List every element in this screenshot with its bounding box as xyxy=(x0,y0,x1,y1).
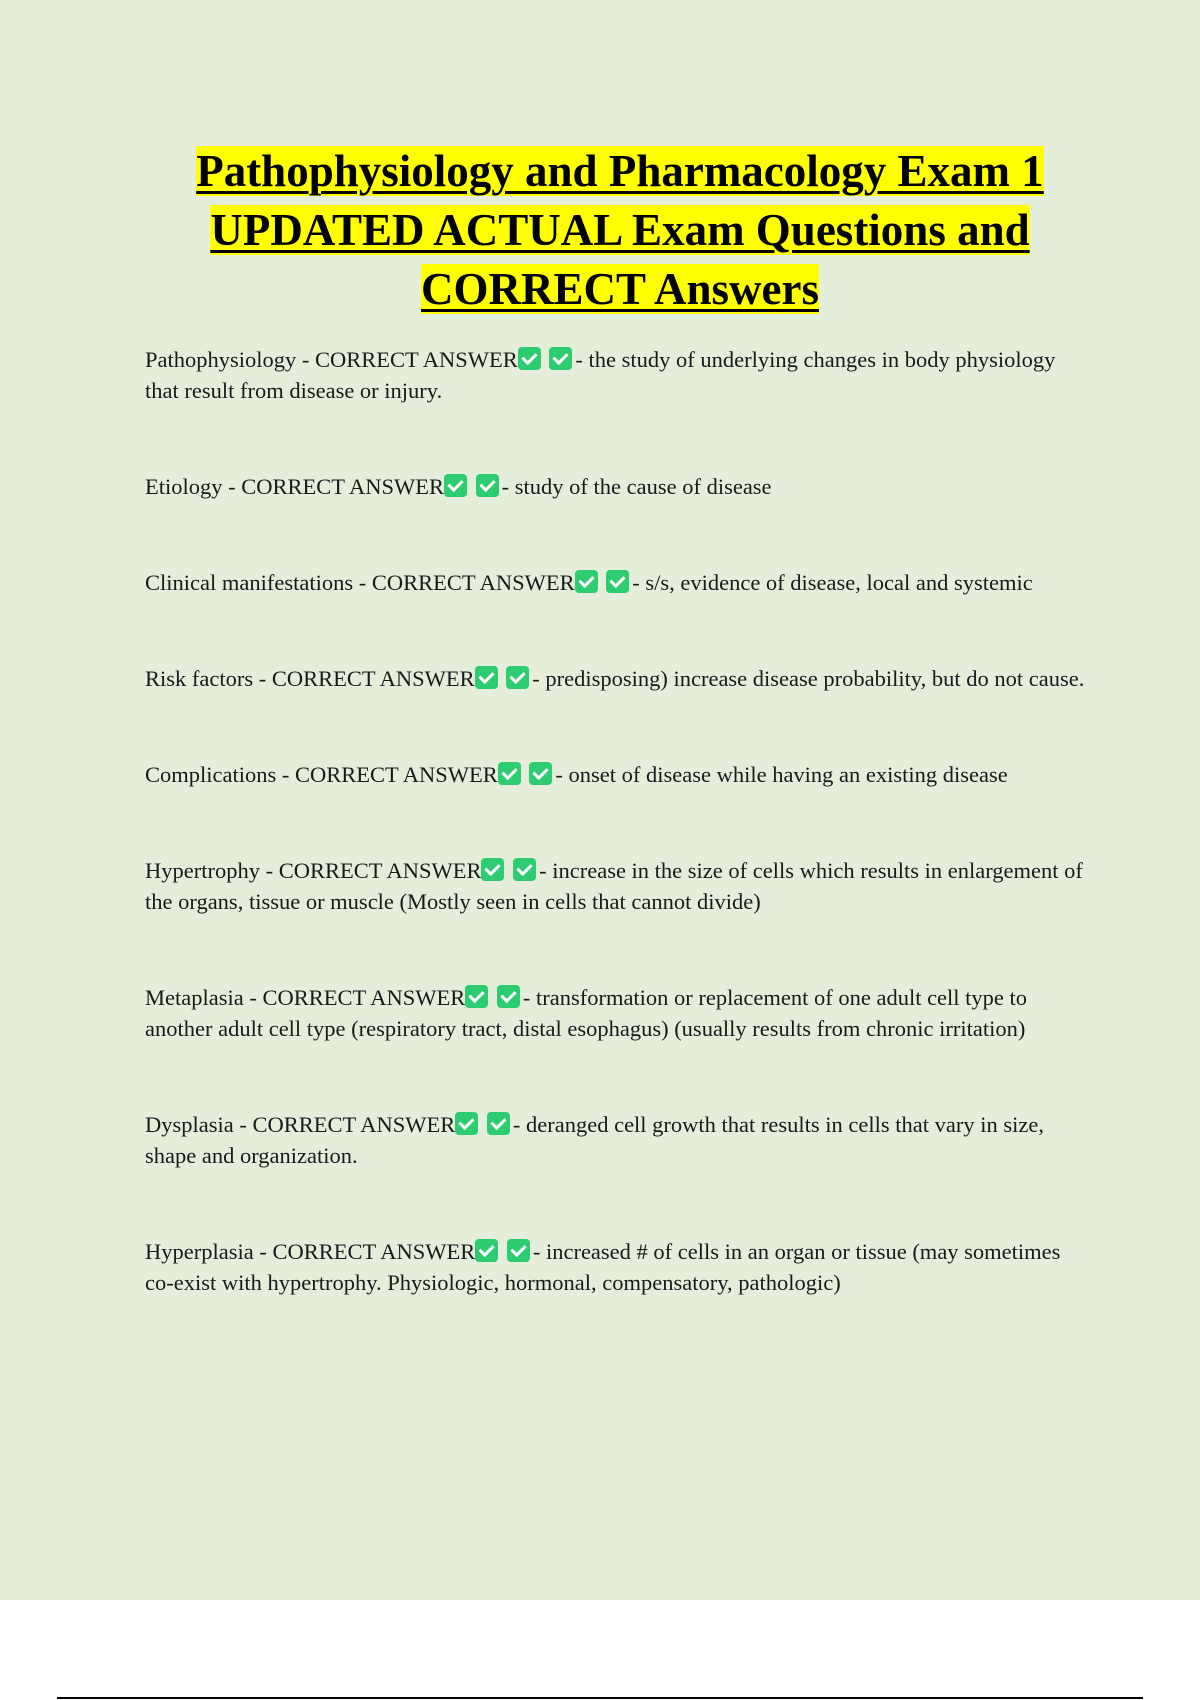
qa-entry: Hypertrophy - CORRECT ANSWER - increase in the size of cells which results in enlargement of the organs, tissue or muscle (Mostly seen in cells that cannot divide) xyxy=(145,858,1083,914)
entry-definition: study of the cause of disease xyxy=(514,474,772,499)
footer-divider xyxy=(57,1697,1143,1699)
entry-term: Pathophysiology xyxy=(145,347,297,372)
entry-term: Hyperplasia xyxy=(145,1239,254,1264)
qa-entry: Hyperplasia - CORRECT ANSWER - increased # of cells in an organ or tissue (may sometimes co-exist with hypertrophy. Physiologic, hormonal, compensatory, pathologic) xyxy=(145,1239,1061,1295)
check-mark-icon xyxy=(475,666,498,689)
check-mark-icon xyxy=(498,762,521,785)
entry-definition: the study of underlying changes in body physiology that result from disease or injury. xyxy=(145,347,1056,403)
check-mark-icon xyxy=(497,985,520,1008)
entry-marker: CORRECT ANSWER xyxy=(295,762,498,787)
entry-definition: increase in the size of cells which results in enlargement of the organs, tissue or muscle (Mostly seen in cells that cannot divide) xyxy=(145,858,1083,914)
qa-entry: Clinical manifestations - CORRECT ANSWER - s/s, evidence of disease, local and systemic xyxy=(145,570,1033,595)
qa-list xyxy=(145,344,1085,1298)
title-line: Pathophysiology and Pharmacology Exam 1 xyxy=(196,146,1044,196)
entry-marker: CORRECT ANSWER xyxy=(241,474,444,499)
entry-marker: CORRECT ANSWER xyxy=(278,858,482,883)
entry-definition: deranged cell growth that results in cells that vary in size, shape and organization. xyxy=(145,1112,1044,1168)
entry-definition: predisposing) increase disease probability, but do not cause. xyxy=(545,666,1085,691)
entry-marker: CORRECT ANSWER xyxy=(271,666,475,691)
check-mark-icon xyxy=(487,1112,510,1135)
check-mark-icon xyxy=(549,347,572,370)
check-mark-icon xyxy=(481,858,504,881)
document-title xyxy=(120,142,1120,319)
check-mark-icon xyxy=(518,347,541,370)
qa-entry: Etiology - CORRECT ANSWER - study of the cause of disease xyxy=(145,474,772,499)
entry-marker: CORRECT ANSWER xyxy=(262,985,466,1010)
entry-marker: CORRECT ANSWER xyxy=(315,347,518,372)
qa-entry: Dysplasia - CORRECT ANSWER - deranged cell growth that results in cells that vary in size, shape and organization. xyxy=(145,1112,1044,1168)
entry-term: Risk factors xyxy=(145,666,254,691)
check-mark-icon xyxy=(465,985,488,1008)
entry-term: Metaplasia xyxy=(145,985,244,1010)
entry-term: Hypertrophy xyxy=(145,858,260,883)
check-mark-icon xyxy=(507,1239,530,1262)
entry-term: Dysplasia xyxy=(145,1112,234,1137)
check-mark-icon xyxy=(506,666,529,689)
entry-marker: CORRECT ANSWER xyxy=(272,1239,476,1264)
check-mark-icon xyxy=(476,474,499,497)
check-mark-icon xyxy=(529,762,552,785)
entry-term: Complications xyxy=(145,762,277,787)
check-mark-icon xyxy=(444,474,467,497)
check-mark-icon xyxy=(455,1112,478,1135)
qa-entry: Risk factors - CORRECT ANSWER - predisposing) increase disease probability, but do not cause. xyxy=(145,666,1085,691)
entry-marker: CORRECT ANSWER xyxy=(252,1112,456,1137)
entry-definition: transformation or replacement of one adult cell type to another adult cell type (respiratory tract, distal esophagus) (usually results from chronic irritation) xyxy=(145,985,1028,1041)
entry-definition: increased # of cells in an organ or tissue (may sometimes co-exist with hypertrophy. Physiologic, hormonal, compensatory, pathologic) xyxy=(145,1239,1061,1295)
title-line: CORRECT Answers xyxy=(421,264,819,314)
qa-entry: Pathophysiology - CORRECT ANSWER - the study of underlying changes in body physiology that result from disease or injury. xyxy=(145,347,1056,403)
entry-term: Clinical manifestations xyxy=(145,570,354,595)
entry-definition: s/s, evidence of disease, local and systemic xyxy=(645,570,1033,595)
title-line: UPDATED ACTUAL Exam Questions and xyxy=(210,205,1030,255)
entry-definition: onset of disease while having an existing disease xyxy=(568,762,1008,787)
entry-term: Etiology xyxy=(145,474,223,499)
check-mark-icon xyxy=(575,570,598,593)
qa-entry: Complications - CORRECT ANSWER - onset of disease while having an existing disease xyxy=(145,762,1008,787)
check-mark-icon xyxy=(606,570,629,593)
check-mark-icon xyxy=(475,1239,498,1262)
check-mark-icon xyxy=(513,858,536,881)
entry-marker: CORRECT ANSWER xyxy=(371,570,575,595)
qa-entry: Metaplasia - CORRECT ANSWER - transformation or replacement of one adult cell type to another adult cell type (respiratory tract, distal esophagus) (usually results from chronic irritation) xyxy=(145,985,1028,1041)
